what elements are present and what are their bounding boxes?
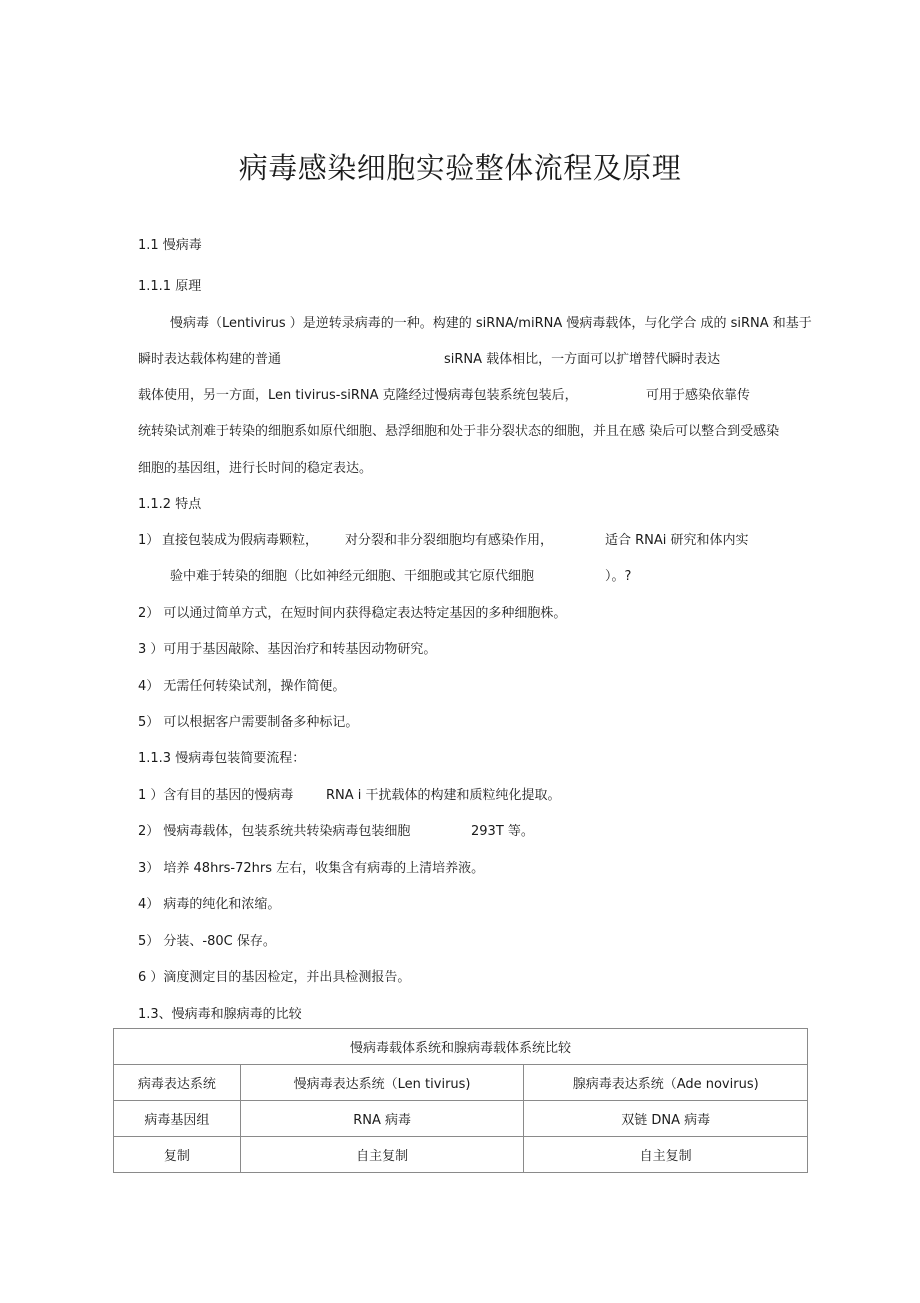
principle-line-1: 慢病毒（Lentivirus ）是逆转录病毒的一种。构建的 siRNA/miRNA 慢病毒载体，与化学合 成的 siRNA 和基于 xyxy=(170,316,812,331)
principle-line-5: 细胞的基因组，进行长时间的稳定表达。 xyxy=(138,461,373,476)
step-3: 3） 培养 48hrs-72hrs 左右，收集含有病毒的上清培养液。 xyxy=(138,861,485,876)
page-title: 病毒感染细胞实验整体流程及原理 xyxy=(238,151,682,185)
table-caption: 慢病毒载体系统和腺病毒载体系统比较 xyxy=(114,1029,808,1065)
table-cell: 腺病毒表达系统（Ade novirus) xyxy=(524,1065,808,1101)
table-row xyxy=(114,1065,808,1101)
feature-1-continued-b: ）。? xyxy=(605,569,632,584)
step-2b: 293T 等。 xyxy=(471,824,534,839)
table-cell: 慢病毒表达系统（Len tivirus) xyxy=(240,1065,524,1101)
table-row xyxy=(114,1101,808,1137)
step-6: 6 ）滴度测定目的基因检定，并出具检测报告。 xyxy=(138,970,411,985)
step-1b: RNA i 干扰载体的构建和质粒纯化提取。 xyxy=(326,788,561,803)
principle-line-3a: 载体使用，另一方面，Len tivirus-siRNA 克隆经过慢病毒包装系统包装后， xyxy=(138,388,578,403)
step-1a: 1 ）含有目的基因的慢病毒 xyxy=(138,788,294,803)
step-5: 5） 分装、-80C 保存。 xyxy=(138,934,276,949)
principle-line-2b: siRNA 载体相比，一方面可以扩增替代瞬时表达 xyxy=(444,352,721,367)
principle-line-4: 统转染试剂难于转染的细胞系如原代细胞、悬浮细胞和处于非分裂状态的细胞，并且在感 染后可以整合到受感染 xyxy=(138,424,780,439)
feature-1-part-b: 对分裂和非分裂细胞均有感染作用， xyxy=(345,533,554,548)
feature-1-number: 1） xyxy=(138,533,160,548)
section-heading-1-1: 1.1 慢病毒 xyxy=(138,238,202,253)
feature-2: 2） 可以通过简单方式，在短时间内获得稳定表达特定基因的多种细胞株。 xyxy=(138,606,567,621)
table-cell: 双链 DNA 病毒 xyxy=(524,1101,808,1137)
principle-line-2a: 瞬时表达载体构建的普通 xyxy=(138,352,282,367)
step-4: 4） 病毒的纯化和浓缩。 xyxy=(138,897,281,912)
feature-4: 4） 无需任何转染试剂，操作简便。 xyxy=(138,679,346,694)
table-cell: 病毒基因组 xyxy=(114,1101,241,1137)
table-cell: 自主复制 xyxy=(524,1137,808,1173)
section-heading-1-3: 1.3、慢病毒和腺病毒的比较 xyxy=(138,1007,302,1022)
table-cell: 病毒表达系统 xyxy=(114,1065,241,1101)
table-cell: 复制 xyxy=(114,1137,241,1173)
feature-3: 3 ）可用于基因敲除、基因治疗和转基因动物研究。 xyxy=(138,642,437,657)
section-heading-1-1-3: 1.1.3 慢病毒包装简要流程： xyxy=(138,751,306,766)
table-cell: 自主复制 xyxy=(240,1137,524,1173)
principle-line-3b: 可用于感染依靠传 xyxy=(646,388,751,403)
feature-1-part-c: 适合 RNAi 研究和体内实 xyxy=(605,533,749,548)
section-heading-1-1-1: 1.1.1 原理 xyxy=(138,279,202,294)
feature-1-continued-a: 验中难于转染的细胞（比如神经元细胞、干细胞或其它原代细胞 xyxy=(170,569,535,584)
feature-1-part-a: 直接包装成为假病毒颗粒， xyxy=(162,533,319,548)
feature-5: 5） 可以根据客户需要制备多种标记。 xyxy=(138,715,359,730)
section-heading-1-1-2: 1.1.2 特点 xyxy=(138,497,202,512)
step-2a: 2） 慢病毒载体，包装系统共转染病毒包装细胞 xyxy=(138,824,411,839)
comparison-table xyxy=(113,1028,808,1173)
table-cell: RNA 病毒 xyxy=(240,1101,524,1137)
table-row xyxy=(114,1137,808,1173)
table-caption-row xyxy=(114,1029,808,1065)
